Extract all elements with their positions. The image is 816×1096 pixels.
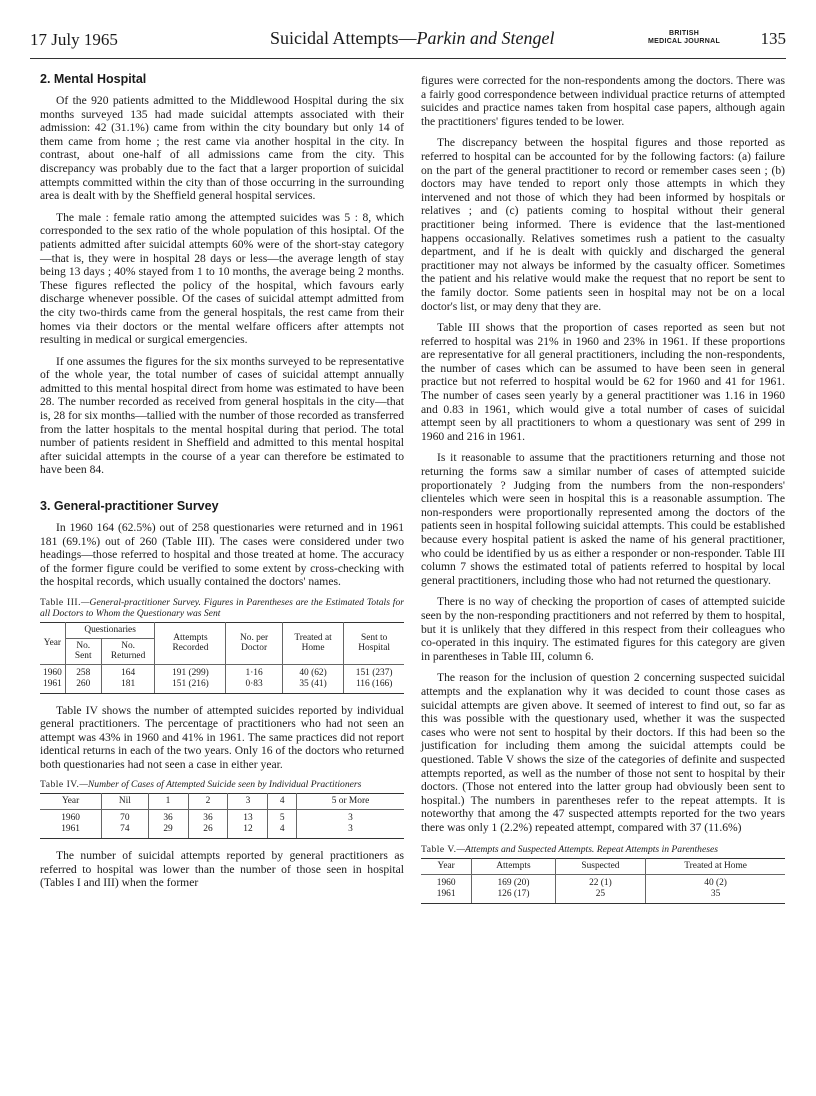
table-header: Year	[40, 623, 65, 665]
table-cell: 40 (62)	[282, 664, 344, 679]
table-cell: 151 (237)	[344, 664, 404, 679]
table-cell: 116 (166)	[344, 679, 404, 694]
table-header: 1	[148, 794, 188, 810]
table-cell: 260	[65, 679, 101, 694]
paragraph: There is no way of checking the proportion of cases of attempted suicide seen by the non-responding practitioners and not referred by them to hospital, but it is unlikely that they differed in this respect from their colleagues who co-operated in this inquiry. The estimated figures for this category are given in parentheses in Table III, column 6.	[421, 595, 785, 663]
table-header: 4	[268, 794, 297, 810]
table-header: Questionaries	[65, 623, 155, 639]
table-header: Year	[40, 794, 102, 810]
table-header: 5 or More	[297, 794, 405, 810]
table-header: Treated at Home	[646, 859, 785, 875]
table-row	[421, 874, 785, 889]
table-cell: 3	[297, 809, 405, 824]
table-cell: 74	[102, 824, 148, 839]
paragraph: The discrepancy between the hospital figures and those reported as referred to hospital can be accounted for by the following factors: (a) failure on the part of the general practitioner to record or remember cases seen ; (b) doctors may have tended to report only those attempts in which they intervened and not those of which they had been informed by hospitals or relatives ; and (c) patients coming to hospital without their general practitioner being informed. There is evidence that the last-mentioned happens occasionally. Relatives sometimes rush a patient to the casualty department, and if he is dealt with quickly and discharged the general practitioner may not always be informed by the casualty officer. Sometimes the patient and his relative would make the request that no report be sent to the family doctor. Some patients seen in hospital may not be on a local doctor's list, or may deny that they are.	[421, 136, 785, 313]
paragraph: If one assumes the figures for the six months surveyed to be representative of the whole year, the total number of cases of suicidal attempt annually admitted to this mental hospital direct from home was estimated to have been 28. The number recorded as received from general hospitals in the city—that is, 28 for six months—tallied with the number of those recorded as transferred from the latter hospitals to the mental hospital during that period. The total number of patients resident in Sheffield and admitted to this mental hospital after suicidal attempts in the course of a year can therefore be estimated to have been 84.	[40, 354, 404, 477]
table4	[40, 793, 404, 839]
section-heading-gp-survey: 3. General-practitioner Survey	[40, 499, 219, 514]
table-cell: 4	[268, 824, 297, 839]
table-cell: 13	[228, 809, 268, 824]
table-cell: 169 (20)	[472, 874, 555, 889]
table-header: Sent to Hospital	[344, 623, 404, 665]
running-title-authors: Parkin and Stengel	[416, 28, 555, 48]
right-column	[421, 74, 785, 914]
table5-caption	[421, 844, 785, 855]
journal-name-line1: BRITISH	[668, 30, 700, 37]
table-cell: 70	[102, 809, 148, 824]
table-header: No. Returned	[101, 638, 155, 664]
table-cell: 181	[101, 679, 155, 694]
table-row	[421, 889, 785, 904]
issue-date: 17 July 1965	[30, 30, 118, 49]
table5	[421, 858, 785, 904]
table-cell: 126 (17)	[472, 889, 555, 904]
paragraph: In 1960 164 (62.5%) out of 258 questionaries were returned and in 1961 181 (69.1%) out of 260 (Table III). The cases were considered under two headings—those referred to hospital and those treated at home. The accuracy of the former figure could be verified to some extent by cross-checking with the hospital records, which usually contained the doctors' names.	[40, 521, 404, 589]
table-cell: 1961	[40, 679, 65, 694]
table-header: Year	[421, 859, 472, 875]
table-cell: 1960	[40, 809, 102, 824]
table-header: Attempts	[472, 859, 555, 875]
table-header: 2	[188, 794, 228, 810]
table-header: Nil	[102, 794, 148, 810]
table-cell: 0·83	[226, 679, 282, 694]
table-header: No. Sent	[65, 638, 101, 664]
journal-name-line2: MEDICAL JOURNAL	[648, 38, 721, 45]
table4-caption	[40, 779, 404, 790]
page-header	[30, 26, 786, 56]
table-cell: 1960	[40, 664, 65, 679]
journal-name	[648, 30, 720, 46]
table3-caption-text: —General-practitioner Survey. Figures in Parentheses are the Estimated Totals for all Doctors to Whom the Questionary was Sent	[40, 597, 404, 619]
page-number: 135	[760, 29, 786, 48]
paragraph: Of the 920 patients admitted to the Middlewood Hospital during the six months surveyed 135 had made suicidal attempts associated with their admission: 42 (31.1%) came from within the city boundary but only 14 of them came from home ; the rest came via another hospital in the city. In contrast, about one-half of all admissions came from the city. This discrepancy was probably due to the fact that a larger proportion of suicidal attempts committed within the city than of those occurring in the surrounding area is dealt with by the Sheffield general hospital services.	[40, 94, 404, 203]
header-rule	[30, 58, 786, 59]
table-cell: 151 (216)	[155, 679, 226, 694]
table-cell: 3	[297, 824, 405, 839]
table4-caption-text: —Number of Cases of Attempted Suicide seen by Individual Practitioners	[79, 779, 362, 791]
paragraph: Table III shows that the proportion of cases reported as seen but not referred to hospital was 21% in 1960 and 23% in 1961. If these proportions are representative for all general practitioners, including the non-respondents, the number of cases which can be assumed to have been seen in general practice but not referred to hospital would be 62 for 1960 and 41 for 1961. The number of cases seen yearly by a general practitioner was 1.16 in 1960 and 0.83 in 1961, which would give a total number of cases of suicidal attempt seen by all practitioners to whom a questionary was sent of 299 in 1960 and 216 in 1961.	[421, 321, 785, 443]
section-heading-mental-hospital: 2. Mental Hospital	[40, 72, 147, 86]
table-cell: 1961	[421, 889, 472, 904]
left-column	[40, 72, 404, 898]
table-cell: 36	[188, 809, 228, 824]
paragraph: figures were corrected for the non-respondents among the doctors. There was a fairly good correspondence between individual practice returns of attempted suicides and practice names taken from hospital case papers, although again the practitioners' figures tended to be lower.	[421, 74, 785, 128]
table-cell: 191 (299)	[155, 664, 226, 679]
table-cell: 164	[101, 664, 155, 679]
table-cell: 1960	[421, 874, 472, 889]
table-header: Treated at Home	[282, 623, 344, 665]
table-cell: 35	[646, 889, 785, 904]
table-cell: 26	[188, 824, 228, 839]
table-cell: 12	[228, 824, 268, 839]
running-title	[270, 28, 554, 49]
table3-caption	[40, 597, 404, 619]
paragraph: Is it reasonable to assume that the practitioners returning and those not returning the forms saw a similar number of cases of attempted suicide proportionately ? Judging from the numbers from the non-responders' clienteles which were seen in hospital this is a reasonable assumption. The non-responders were proportionally represented among the doctors of the patients seen in hospital following suicidal attempts. This could be established because every hospital patient is asked the name of his general practitioner, who could be identified by us as either a responder or non-responder. Table III column 7 shows the estimated total of patients referred to hospital by local general practitioners, including those who had not returned the questionary.	[421, 451, 785, 587]
table-cell: 35 (41)	[282, 679, 344, 694]
table-cell: 29	[148, 824, 188, 839]
table4-label: Table IV.	[40, 779, 80, 791]
table-row	[40, 664, 404, 679]
table-row	[40, 679, 404, 694]
table5-caption-text: —Attempts and Suspected Attempts. Repeat Attempts in Parentheses	[456, 844, 718, 856]
table-cell: 5	[268, 809, 297, 824]
paragraph: The reason for the inclusion of question 2 concerning suspected suicidal attempts and the explanation why it was decided to count those cases as suicidal attempts are given above. It seemed of interest to find out, so far as this was possible with the questionary used, whether it was the suspected cases who were not sent to hospital by their doctors. If this had been so the justification for including them among the suicidal attempts could be questioned. Table V shows the size of the categories of definite and suspected attempts reported, as well as the number of those not sent to hospital by their doctors. (Those not entered into the latter group had obviously been sent to hospital.) The numbers in parentheses refer to the repeat attempts. It is noteworthy that among the 47 suspected attempts reported for the two years there was only 1 (2.2%) repeated attempt, compared with 37 (11.6%)	[421, 671, 785, 834]
table-cell: 40 (2)	[646, 874, 785, 889]
paragraph: The male : female ratio among the attempted suicides was 5 : 8, which corresponded to the sex ratio of the whole population of this hosiptal. Of the patients admitted after suicidal attempts 60% were of the short-stay category—that is, they were in hospital 28 days or less—the average length of stay being 13 days ; 40% stayed from 1 to 10 months, the average being 2 months. These figures reflected the policy of the hospital, which favours early discharge whenever possible. Of the cases of suicidal attempt admitted from the city two-thirds came from the general hospitals, the rest came from their homes via their doctors or the mental welfare officers after attempts not resulting in medical or surgical emergencies.	[40, 210, 404, 347]
table3	[40, 622, 404, 694]
table-cell: 36	[148, 809, 188, 824]
table-cell: 258	[65, 664, 101, 679]
table3-label: Table III.	[40, 597, 82, 608]
table-cell: 22 (1)	[555, 874, 646, 889]
table-header: Suspected	[555, 859, 646, 875]
table-row	[40, 809, 404, 824]
table-cell: 25	[555, 889, 646, 904]
table-cell: 1·16	[226, 664, 282, 679]
running-title-subject: Suicidal Attempts—	[270, 28, 417, 48]
table5-label: Table V.	[421, 844, 457, 856]
paragraph: The number of suicidal attempts reported by general practitioners as referred to hospital was lower than the number of those seen in hospital (Tables I and III) when the former	[40, 848, 404, 890]
table-header: No. per Doctor	[226, 623, 282, 665]
table-header: 3	[228, 794, 268, 810]
paragraph: Table IV shows the number of attempted suicides reported by individual general practitioners. The percentage of practitioners who had not seen an attempt was 43% in 1960 and 41% in 1961. The same practices did not report identical returns in each of the two years. Only 16 of the doctors who returned both questionaries had not seen a case in either year.	[40, 703, 404, 771]
table-header: Attempts Recorded	[155, 623, 226, 665]
table-row	[40, 824, 404, 839]
table-cell: 1961	[40, 824, 102, 839]
